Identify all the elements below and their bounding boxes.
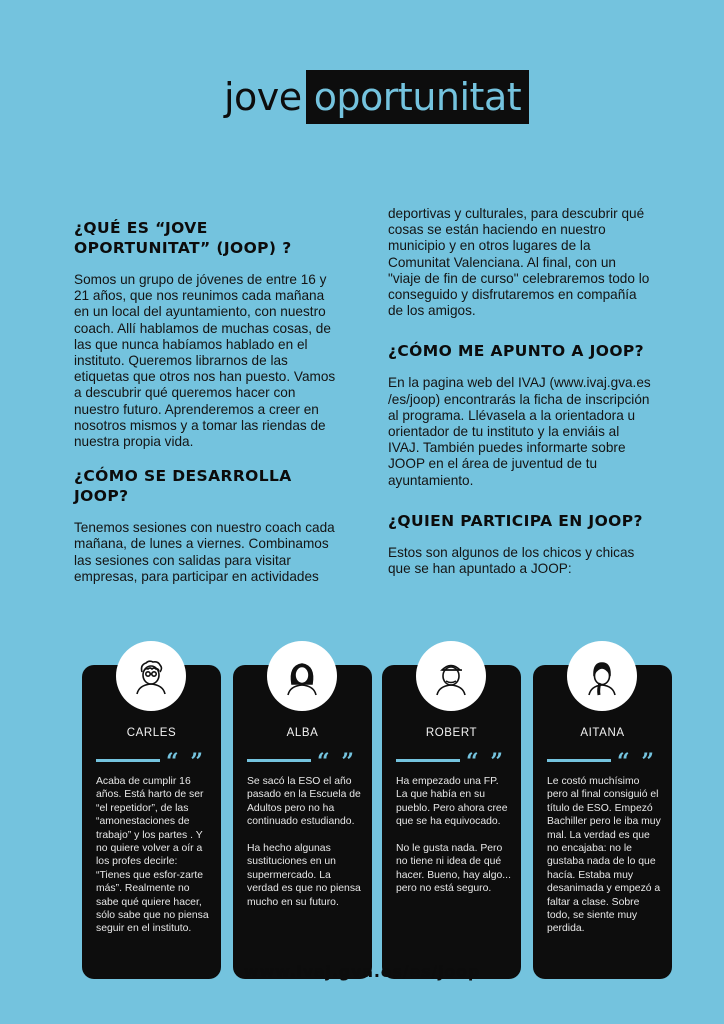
participant-name: ALBA — [286, 727, 319, 739]
section-title-how-develop: ¿CÓMO SE DESARROLLA JOOP? — [74, 467, 292, 506]
section-title-who: ¿QUIEN PARTICIPA EN JOOP? — [388, 511, 643, 530]
section-text-how-develop: Tenemos sesiones con nuestro coach cada mañana, de lunes a viernes. Combinamos las sesiones con salidas para visitar empresas, para participar en actividades — [74, 520, 335, 584]
right-column — [388, 206, 652, 595]
footer-url[interactable]: www.ivaj.gva.es/es/joop — [243, 962, 481, 981]
divider — [396, 759, 460, 762]
participant-card-aitana — [533, 665, 672, 979]
section-text-continuation: deportivas y culturales, para descubrir qué cosas se están haciendo en nuestro municipio y en otros lugares de la Comunitat Valenciana. Al final, con un "viaje de fin de curso" celebraremos todo lo conseguido y disfrutaremos en compañía de los amigos. — [388, 206, 650, 319]
left-column — [74, 218, 336, 603]
section-text-what-is: Somos un grupo de jóvenes de entre 16 y 21 años, que nos reunimos cada mañana en un local del ayuntamiento, con nuestro coach. Allí hablamos de muchas cosas, de las que nunca habíamos hablado en el instituto. Queremos librarnos de las etiquetas que otros nos han puesto. Vamos a descubrir qué queremos hacer con nuestro futuro. Aprenderemos a creer en nosotros mismos y a tomar las riendas de nuestra propia vida. — [74, 272, 336, 450]
section-text-who: Estos son algunos de los chicos y chicas que se han apuntado a JOOP: — [388, 544, 635, 577]
participant-description: Le costó muchísimo pero al final consiguió el título de ESO. Empezó Bachiller pero le iba muy mal. La verdad es que no encajaba: no le gustaba nada de lo que hacía. Estaba muy desanimada y empezó a faltar a clase. Sobre todo, se siente muy perdida. — [547, 776, 661, 935]
section-title-what-is: ¿QUÉ ES “JOVE OPORTUNITAT” (JOOP) ? — [74, 219, 292, 257]
divider — [96, 759, 160, 762]
quote-marks: “ ” — [617, 749, 656, 775]
quote-marks: “ ” — [317, 749, 356, 775]
participant-description: Ha empezado una FP. La que había en su pueblo. Pero ahora cree que se ha equivocado. No le gusta nada. Pero no tiene ni idea de qué hacer. Bueno, hay algo... pero no está seguro. — [396, 776, 511, 895]
logo-text-oportunitat: oportunitat — [306, 70, 529, 124]
participant-card-robert — [382, 665, 521, 979]
quote-marks: “ ” — [466, 749, 505, 775]
participant-card-alba — [233, 665, 372, 979]
girl-long-hair-icon — [267, 641, 337, 711]
divider — [547, 759, 611, 762]
participant-description: Se sacó la ESO el año pasado en la Escuela de Adultos pero no ha continuado estudiando. Ha hecho algunas sustituciones en un supermercado. La verdad es que no piensa mucho en su futuro. — [247, 776, 361, 908]
divider — [247, 759, 311, 762]
participant-cards — [82, 640, 672, 980]
logo — [224, 70, 529, 124]
quote-marks: “ ” — [166, 749, 205, 775]
participant-description: Acaba de cumplir 16 años. Está harto de ser “el repetidor”, de las “amonestaciones de trabajo” y los partes . Y no quiere volver a oír a los profes decirle: “Tienes que esfor-zarte más”. Realmente no sabe qué quiere hacer, sólo sabe que no piensa seguir en el instituto. — [96, 776, 209, 935]
boy-cap-icon — [416, 641, 486, 711]
participant-name: ROBERT — [425, 727, 478, 739]
participant-name: AITANA — [580, 727, 625, 739]
section-title-signup: ¿CÓMO ME APUNTO A JOOP? — [388, 342, 645, 361]
boy-curly-hair-icon — [116, 641, 186, 711]
participant-card-carles — [82, 665, 221, 979]
section-text-signup: En la pagina web del IVAJ (www.ivaj.gva.es /es/joop) encontrarás la ficha de inscripción al programa. Llévasela a la orientadora u orientador de tu instituto y la enviáis al IVAJ. También puedes informarte sobre JOOP en el área de juventud de tu ayuntamiento. — [388, 375, 651, 488]
participant-name: CARLES — [126, 727, 177, 739]
girl-ponytail-icon — [567, 641, 637, 711]
logo-text-jove: jove — [224, 75, 302, 119]
